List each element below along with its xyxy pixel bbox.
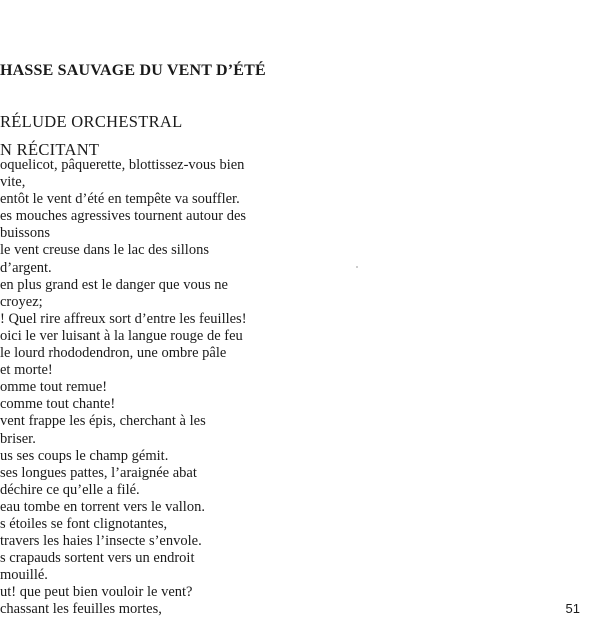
verse-line: oici le ver luisant à la langue rouge de feu <box>0 327 243 344</box>
verse-text <box>0 157 247 619</box>
page-number: 51 <box>565 601 580 616</box>
verse-line: en plus grand est le danger que vous ne <box>0 276 228 293</box>
verse-line: travers les haies l’insecte s’envole. <box>0 533 202 550</box>
verse-line: ! Quel rire affreux sort d’entre les feuilles! <box>0 310 247 327</box>
verse-line: s crapauds sortent vers un endroit <box>0 550 195 567</box>
verse-line: et morte! <box>0 362 53 379</box>
verse-line: vent frappe les épis, cherchant à les <box>0 413 206 430</box>
verse-line: mouillé. <box>0 567 48 584</box>
paper-speck <box>356 266 358 268</box>
verse-line: ut! que peut bien vouloir le vent? <box>0 584 193 601</box>
verse-line: le vent creuse dans le lac des sillons <box>0 242 209 259</box>
verse-line: eau tombe en torrent vers le vallon. <box>0 498 205 515</box>
verse-line: buissons <box>0 225 50 242</box>
verse-line: es mouches agressives tournent autour des <box>0 208 247 225</box>
speaker-heading: N RÉCITANT <box>0 140 100 159</box>
verse-line: déchire ce qu’elle a filé. <box>0 481 140 498</box>
verse-line: entôt le vent d’été en tempête va souffler. <box>0 191 240 208</box>
verse-line: s étoiles se font clignotantes, <box>0 515 168 532</box>
verse-line: chassant les feuilles mortes, <box>0 601 162 618</box>
verse-line: us ses coups le champ gémit. <box>0 447 169 464</box>
verse-line: d’argent. <box>0 259 52 276</box>
section-heading: RÉLUDE ORCHESTRAL <box>0 112 183 131</box>
poem-title: HASSE SAUVAGE DU VENT D’ÉTÉ <box>0 62 266 79</box>
verse-line: comme tout chante! <box>0 396 116 413</box>
verse-line: omme tout remue! <box>0 379 108 396</box>
verse-line: ses longues pattes, l’araignée abat <box>0 464 197 481</box>
verse-line: briser. <box>0 430 36 447</box>
verse-line: oquelicot, pâquerette, blottissez-vous bien <box>0 157 245 173</box>
verse-line: croyez; <box>0 293 43 310</box>
verse-line: le lourd rhododendron, une ombre pâle <box>0 345 227 362</box>
verse-line: vite, <box>0 174 26 191</box>
